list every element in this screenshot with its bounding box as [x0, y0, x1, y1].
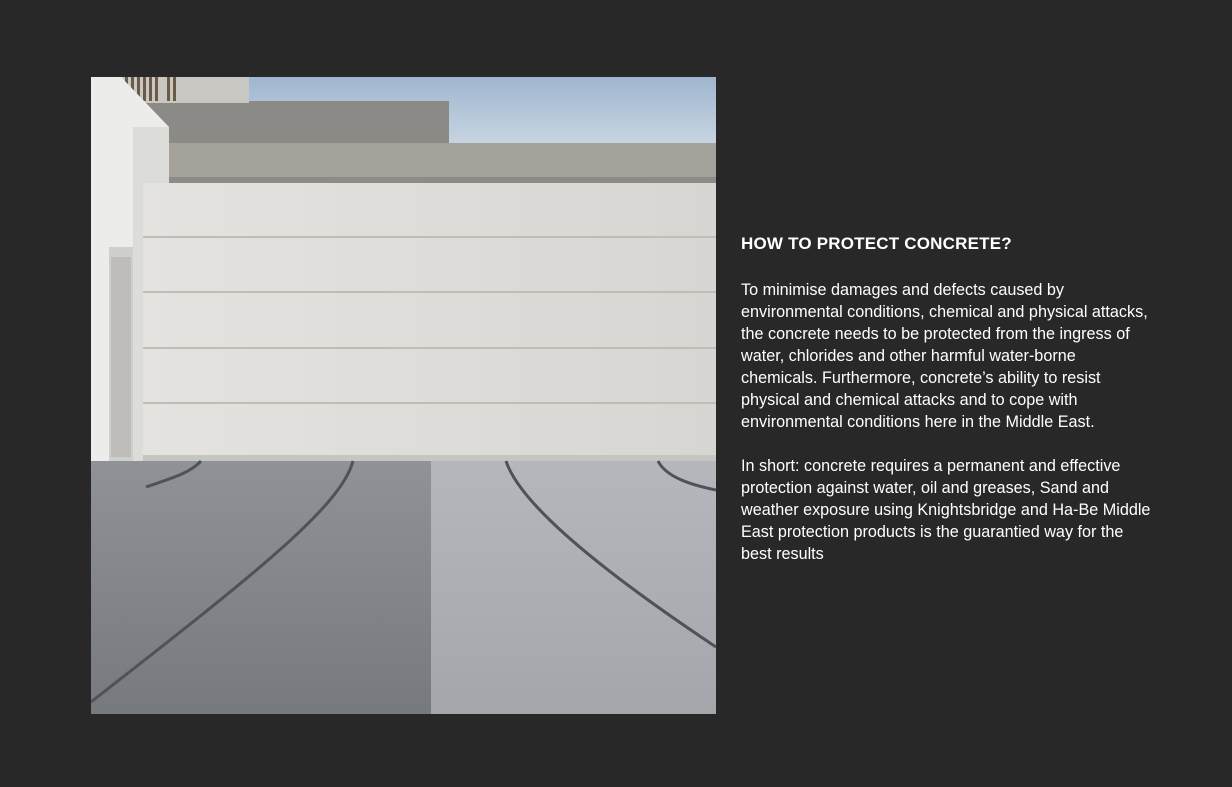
intro-paragraph: To minimise damages and defects caused by environmental conditions, chemical and physical attacks, the concrete needs to be protected from the ingress of water, chlorides and other harmful water-borne chemicals. Furthermore, concrete’s ability to resist physical and chemical attacks and to cope with environmental conditions here in the Middle East. [741, 281, 1148, 431]
protection-info-section [741, 232, 1151, 587]
garage-driveway-photo [91, 77, 716, 714]
summary-paragraph: In short: concrete requires a permanent and effective protection against water, oil and greases, Sand and weather exposure using Knightsbridge and Ha-Be Middle East protection products is the guarantied way for the best results [741, 457, 1151, 563]
section-heading: HOW TO PROTECT CONCRETE? [741, 234, 1012, 253]
